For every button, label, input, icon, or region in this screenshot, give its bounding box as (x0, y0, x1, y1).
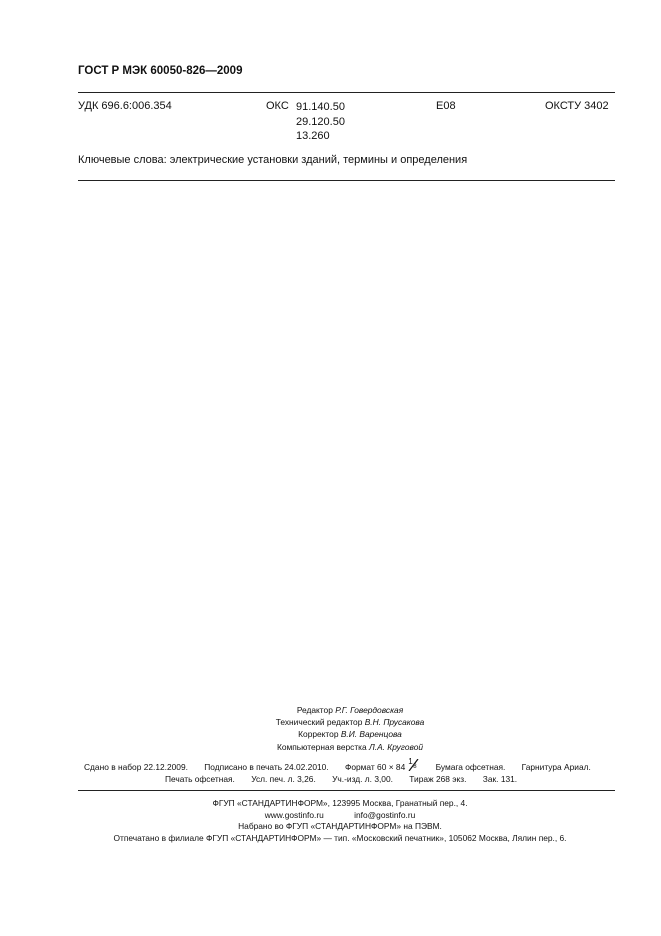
oks-label: ОКС (266, 100, 289, 112)
typeface: Гарнитура Ариал. (521, 762, 591, 772)
layout-line (200, 741, 500, 753)
format (344, 757, 419, 772)
website-link[interactable]: www.gostinfo.ru (264, 809, 324, 820)
order-number: Зак. 131. (482, 774, 518, 784)
oks-codes (296, 100, 345, 144)
print-method: Печать офсетная. (165, 774, 235, 784)
proofreader-line (200, 728, 500, 740)
format-fraction (407, 757, 419, 772)
keywords-divider (78, 180, 615, 181)
print-run: Тираж 268 экз. (409, 774, 467, 784)
standard-id: ГОСТ Р МЭК 60050-826—2009 (78, 65, 243, 77)
publisher-contacts (60, 810, 620, 822)
layout-name: Л.А. Круговой (369, 741, 424, 752)
e-code: Е08 (436, 100, 456, 112)
tech-editor-line (200, 716, 500, 728)
proofreader-label: Корректор (298, 729, 339, 740)
typeset-note: Набрано во ФГУП «СТАНДАРТИНФОРМ» на ПЭВМ. (238, 821, 442, 831)
keywords: Ключевые слова: электрические установки зданий, термины и определения (78, 154, 468, 166)
publication-line-2 (165, 774, 517, 784)
typeset-date: Сдано в набор 22.12.2009. (84, 762, 188, 772)
format-numerator: 1 (408, 757, 413, 766)
signed-date: Подписано в печать 24.02.2010. (204, 762, 329, 772)
publisher-footer (60, 798, 620, 844)
oks-code: 91.140.50 (296, 101, 345, 113)
printed-sheets: Усл. печ. л. 3,26. (251, 774, 316, 784)
tech-editor-label: Технический редактор (275, 717, 363, 728)
oks-code: 13.260 (296, 130, 330, 142)
publication-line-1 (84, 757, 591, 772)
tech-editor-name: В.Н. Прусакова (364, 717, 425, 728)
top-divider (78, 92, 615, 93)
editor-line (200, 704, 500, 716)
publishing-sheets: Уч.-изд. л. 3,00. (332, 774, 393, 784)
publisher-address: ФГУП «СТАНДАРТИНФОРМ», 123995 Москва, Гранатный пер., 4. (212, 798, 468, 808)
udk-code: УДК 696.6:006.354 (78, 100, 172, 112)
oks-code: 29.120.50 (296, 115, 345, 128)
proofreader-name: В.И. Варенцова (340, 729, 402, 740)
format-prefix: Формат 60 × 84 (344, 762, 406, 772)
credits-block (200, 704, 500, 753)
okstu-code: ОКСТУ 3402 (545, 100, 609, 112)
paper-type: Бумага офсетная. (435, 762, 506, 772)
email-link[interactable]: info@gostinfo.ru (354, 809, 416, 820)
editor-name: Р.Г. Говердовская (335, 705, 404, 715)
format-denominator: 8 (413, 764, 417, 770)
printed-note: Отпечатано в филиале ФГУП «СТАНДАРТИНФОРМ» — тип. «Московский печатник», 105062 Москва, Лялин пер., 6. (113, 832, 567, 843)
footer-divider (78, 790, 615, 791)
layout-label: Компьютерная верстка (276, 741, 367, 752)
editor-label: Редактор (296, 705, 333, 715)
